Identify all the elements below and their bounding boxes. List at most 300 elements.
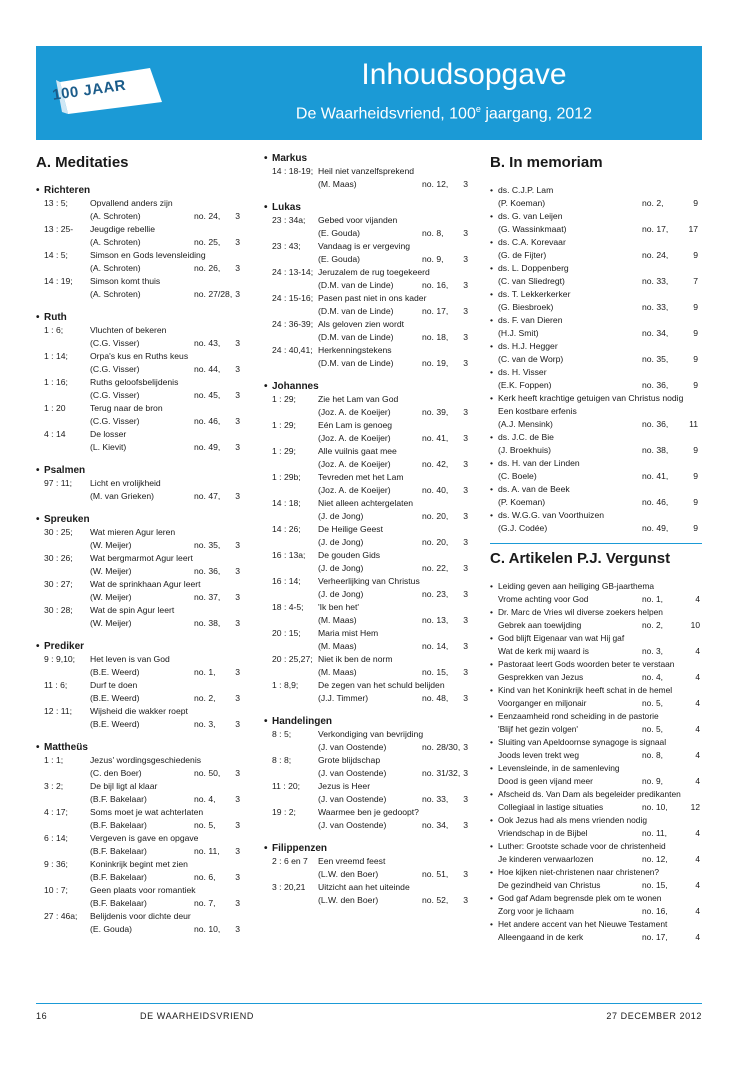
page-number: 3 [463, 511, 468, 521]
meditation-title: De bijl ligt al klaar [90, 781, 158, 791]
bible-reference: 30 : 27; [44, 579, 73, 589]
issue-number: no. 12, [422, 179, 449, 189]
author-name: (A. Schroten) [90, 211, 141, 221]
memoriam-name: • ds. L. Doppenberg [498, 262, 569, 275]
bible-reference: 16 : 13a; [272, 550, 306, 560]
page-number: 3 [463, 358, 468, 368]
bible-reference: 13 : 5; [44, 198, 68, 208]
page-number: 4 [695, 880, 700, 890]
meditation-entry [36, 832, 248, 858]
issue-number: no. 47, [194, 491, 221, 501]
page-number: 3 [463, 306, 468, 316]
meditation-entry [36, 223, 248, 249]
meditation-entry [36, 552, 248, 578]
author-name: (C.G. Visser) [90, 364, 140, 374]
bible-reference: 20 : 15; [272, 628, 301, 638]
issue-number: no. 46, [642, 497, 669, 507]
page-number: 3 [235, 540, 240, 550]
author-name: (Joz. A. de Koeijer) [318, 407, 391, 417]
author-name: (G.J. Codée) [498, 523, 548, 533]
page-number: 3 [463, 768, 468, 778]
meditation-title: Pasen past niet in ons kader [318, 293, 427, 303]
page-number: 3 [235, 618, 240, 628]
page-number: 3 [235, 768, 240, 778]
meditation-entry [36, 679, 248, 705]
issue-number: no. 3, [194, 719, 216, 729]
meditation-entry [264, 318, 476, 344]
book-group [36, 513, 248, 630]
issue-number: no. 50, [194, 768, 221, 778]
issue-number: no. 3, [642, 646, 663, 656]
meditation-title: Grote blijdschap [318, 755, 381, 765]
bible-reference: 1 : 1; [44, 755, 64, 765]
issue-number: no. 16, [642, 906, 668, 916]
issue-number: no. 25, [194, 237, 221, 247]
bible-reference: 30 : 25; [44, 527, 73, 537]
meditation-title: Vluchten of bekeren [90, 325, 167, 335]
page-number: 9 [693, 497, 698, 507]
page-number: 4 [695, 776, 700, 786]
meditation-entry [264, 601, 476, 627]
issue-number: no. 16, [422, 280, 449, 290]
author-name: (B.F. Bakelaar) [90, 820, 147, 830]
issue-number: no. 4, [642, 672, 663, 682]
author-name: (G. Wassinkmaat) [498, 224, 567, 234]
meditation-entry [36, 884, 248, 910]
page-number: 3 [463, 179, 468, 189]
author-name: (A. Schroten) [90, 237, 141, 247]
issue-number: no. 34, [642, 328, 669, 338]
memoriam-name: • Kerk heeft krachtige getuigen van Christus nodig [498, 392, 683, 405]
page-number: 3 [235, 416, 240, 426]
article-title: • God blijft Eigenaar van wat Hij gaf [498, 632, 624, 645]
meditation-entry [264, 344, 476, 370]
issue-number: no. 17, [422, 306, 449, 316]
bible-reference: 14 : 26; [272, 524, 301, 534]
author-name: (J. van Oostende) [318, 768, 387, 778]
issue-number: no. 10, [194, 924, 221, 934]
article-entry [490, 866, 702, 892]
memoriam-entry [490, 314, 702, 340]
issue-number: no. 34, [422, 820, 449, 830]
bible-reference: 14 : 5; [44, 250, 68, 260]
book-name: • Mattheüs [36, 741, 248, 754]
author-name: (M. van Grieken) [90, 491, 154, 501]
issue-number: no. 17, [642, 932, 668, 942]
issue-number: no. 2, [642, 198, 664, 208]
author-name: (G. Biesbroek) [498, 302, 554, 312]
book-name: • Ruth [36, 311, 248, 324]
bible-reference: 6 : 14; [44, 833, 68, 843]
meditation-entry [36, 402, 248, 428]
author-name: (P. Koeman) [498, 497, 546, 507]
book-group [264, 715, 476, 832]
page-number: 3 [235, 667, 240, 677]
issue-number: no. 11, [642, 828, 667, 838]
meditation-title: Jezus is Heer [318, 781, 371, 791]
issue-number: no. 37, [194, 592, 221, 602]
page-number: 3 [463, 407, 468, 417]
bible-reference: 1 : 6; [44, 325, 64, 335]
memoriam-name: • ds. H. van der Linden [498, 457, 580, 470]
author-name: (H.J. Smit) [498, 328, 539, 338]
page-number: 3 [235, 924, 240, 934]
memoriam-entry [490, 340, 702, 366]
memoriam-name: • ds. C.J.P. Lam [498, 184, 553, 197]
page-number: 3 [235, 846, 240, 856]
page-number: 3 [235, 566, 240, 576]
book-name: • Richteren [36, 184, 248, 197]
issue-number: no. 46, [194, 416, 221, 426]
meditation-title: Verheerlijking van Christus [318, 576, 420, 586]
meditation-entry [36, 526, 248, 552]
issue-number: no. 13, [422, 615, 449, 625]
author-name: (Joz. A. de Koeijer) [318, 433, 391, 443]
memoriam-name: • ds. W.G.G. van Voorthuizen [498, 509, 604, 522]
meditation-entry [264, 523, 476, 549]
author-name: (G. de Fijter) [498, 250, 547, 260]
meditation-entry [36, 910, 248, 936]
author-name: (L.W. den Boer) [318, 869, 379, 879]
issue-number: no. 5, [642, 698, 663, 708]
article-title: • Ook Jezus had als mens vrienden nodig [498, 814, 647, 827]
issue-number: no. 2, [194, 693, 216, 703]
issue-number: no. 28/30, [422, 742, 461, 752]
meditation-entry [264, 855, 476, 881]
article-entry [490, 840, 702, 866]
page-number: 9 [693, 354, 698, 364]
bible-reference: 1 : 29; [272, 394, 296, 404]
memoriam-name: • ds. T. Lekkerkerker [498, 288, 570, 301]
page-number: 12 [690, 802, 700, 812]
issue-number: no. 39, [422, 407, 449, 417]
meditation-title: Wijsheid die wakker roept [90, 706, 188, 716]
memoriam-entry [490, 483, 702, 509]
author-name: (D.M. van de Linde) [318, 280, 394, 290]
meditation-entry [36, 604, 248, 630]
bible-reference: 24 : 13-14; [272, 267, 314, 277]
article-entry [490, 684, 702, 710]
meditation-entry [264, 165, 476, 191]
article-title: • Het andere accent van het Nieuwe Testament [498, 918, 667, 931]
page-number: 3 [235, 898, 240, 908]
bible-reference: 11 : 6; [44, 680, 68, 690]
page-number: 9 [693, 471, 698, 481]
page-number: 3 [463, 641, 468, 651]
page-number: 3 [235, 263, 240, 273]
author-name: (P. Koeman) [498, 198, 546, 208]
issue-number: no. 5, [642, 724, 663, 734]
meditation-title: De zegen van het schuld belijden [318, 680, 445, 690]
page-number: 3 [235, 364, 240, 374]
issue-number: no. 8, [422, 228, 444, 238]
meditation-entry [36, 350, 248, 376]
issue-number: no. 5, [194, 820, 216, 830]
bible-reference: 8 : 8; [272, 755, 292, 765]
issue-number: no. 52, [422, 895, 449, 905]
article-subtitle: Vriendschap in de Bijbel [498, 828, 588, 838]
meditation-entry [264, 679, 476, 705]
issue-number: no. 51, [422, 869, 449, 879]
author-name: (D.M. van de Linde) [318, 306, 394, 316]
memoriam-entry [490, 184, 702, 210]
issue-number: no. 43, [194, 338, 221, 348]
column-meditaties-2 [264, 152, 476, 917]
page-number: 3 [235, 794, 240, 804]
author-name: (M. Maas) [318, 615, 357, 625]
bible-reference: 1 : 14; [44, 351, 68, 361]
issue-number: no. 31/32, [422, 768, 461, 778]
book-group [264, 201, 476, 370]
issue-number: no. 7, [194, 898, 216, 908]
bible-reference: 14 : 19; [44, 276, 73, 286]
page-number: 9 [693, 380, 698, 390]
memoriam-name: • ds. C.A. Korevaar [498, 236, 566, 249]
issue-number: no. 42, [422, 459, 449, 469]
logo-text: 100 JAAR [51, 76, 127, 104]
bible-reference: 14 : 18-19; [272, 166, 314, 176]
author-name: (C. Boele) [498, 471, 537, 481]
book-group [36, 640, 248, 731]
author-name: (B.F. Bakelaar) [90, 872, 147, 882]
author-name: (J. van Oostende) [318, 742, 387, 752]
book-name: • Handelingen [264, 715, 476, 728]
issue-number: no. 24, [194, 211, 221, 221]
bible-reference: 20 : 25,27; [272, 654, 313, 664]
article-subtitle: Voorganger en miljonair [498, 698, 587, 708]
page-number: 4 [695, 828, 700, 838]
meditation-entry [264, 497, 476, 523]
bible-reference: 13 : 25- [44, 224, 74, 234]
bible-reference: 24 : 15-16; [272, 293, 314, 303]
book-group [36, 184, 248, 301]
meditation-entry [264, 393, 476, 419]
page-number: 3 [463, 820, 468, 830]
bible-reference: 1 : 8,9; [272, 680, 299, 690]
page-number: 3 [463, 869, 468, 879]
meditation-title: Soms moet je wat achterlaten [90, 807, 204, 817]
memoriam-name: • ds. A. van de Beek [498, 483, 570, 496]
page-number: 3 [463, 742, 468, 752]
author-name: (J.J. Timmer) [318, 693, 369, 703]
meditation-title: Als geloven zien wordt [318, 319, 404, 329]
page-number: 4 [695, 594, 700, 604]
issue-number: no. 40, [422, 485, 449, 495]
article-subtitle: Alleengaand in de kerk [498, 932, 584, 942]
author-name: (C. van de Worp) [498, 354, 564, 364]
page-number: 9 [693, 302, 698, 312]
article-subtitle: Je kinderen verwaarlozen [498, 854, 594, 864]
meditation-entry [264, 292, 476, 318]
issue-number: no. 11, [194, 846, 220, 856]
meditation-entry [264, 627, 476, 653]
bible-reference: 8 : 5; [272, 729, 292, 739]
meditation-entry [264, 549, 476, 575]
bible-reference: 27 : 46a; [44, 911, 78, 921]
article-subtitle: Gebrek aan toewijding [498, 620, 582, 630]
issue-number: no. 2, [642, 620, 663, 630]
meditation-entry [36, 806, 248, 832]
bible-reference: 2 : 6 en 7 [272, 856, 308, 866]
author-name: (B.E. Weerd) [90, 693, 140, 703]
meditation-entry [36, 197, 248, 223]
memoriam-entry [490, 431, 702, 457]
article-entry [490, 606, 702, 632]
page-number: 3 [235, 693, 240, 703]
page-number: 3 [463, 280, 468, 290]
page-number: 10 [690, 620, 700, 630]
issue-number: no. 4, [194, 794, 216, 804]
bible-reference: 9 : 9,10; [44, 654, 76, 664]
meditation-entry [36, 653, 248, 679]
book-group [264, 380, 476, 705]
issue-number: no. 10, [642, 802, 668, 812]
article-title: • Sluiting van Apeldoornse synagoge is signaal [498, 736, 666, 749]
article-title: • Pastoraat leert Gods woorden beter te verstaan [498, 658, 674, 671]
page-subtitle: De Waarheidsvriend, 100e jaargang, 2012 [295, 104, 593, 123]
issue-number: no. 41, [642, 471, 669, 481]
author-name: (A. Schroten) [90, 289, 141, 299]
issue-number: no. 36, [642, 380, 669, 390]
author-name: (L.W. den Boer) [318, 895, 379, 905]
issue-number: no. 27/28, [194, 289, 233, 299]
issue-number: no. 45, [194, 390, 221, 400]
bible-reference: 23 : 34a; [272, 215, 306, 225]
issue-number: no. 35, [194, 540, 221, 550]
issue-number: no. 33, [642, 276, 669, 286]
meditation-title: 'Ik ben het' [318, 602, 360, 612]
page-number: 3 [463, 615, 468, 625]
meditation-title: Belijdenis voor dichte deur [90, 911, 191, 921]
author-name: (E.K. Foppen) [498, 380, 552, 390]
article-entry [490, 632, 702, 658]
bible-reference: 30 : 26; [44, 553, 73, 563]
issue-number: no. 33, [422, 794, 449, 804]
article-title: • Hoe kijken niet-christenen naar christenen? [498, 866, 659, 879]
meditation-title: Licht en vrolijkheid [90, 478, 161, 488]
article-entry [490, 788, 702, 814]
issue-number: no. 15, [422, 667, 449, 677]
author-name: (M. Maas) [318, 179, 357, 189]
bible-reference: 11 : 20; [272, 781, 301, 791]
issue-number: no. 38, [194, 618, 221, 628]
author-name: (B.E. Weerd) [90, 667, 140, 677]
page-number: 17 [688, 224, 698, 234]
bible-reference: 1 : 16; [44, 377, 68, 387]
page-number: 3 [463, 563, 468, 573]
meditation-title: Jeruzalem de rug toegekeerd [318, 267, 430, 277]
page-number: 3 [463, 895, 468, 905]
memoriam-entry [490, 288, 702, 314]
article-title: • Luther: Grootste schade voor de christenheid [498, 840, 666, 853]
article-title: • Kind van het Koninkrijk heeft schat in de hemel [498, 684, 672, 697]
bible-reference: 4 : 17; [44, 807, 68, 817]
bible-reference: 24 : 40,41; [272, 345, 313, 355]
page-number: 3 [463, 537, 468, 547]
issue-number: no. 24, [642, 250, 669, 260]
page-number: 4 [695, 646, 700, 656]
author-name: (W. Meijer) [90, 592, 132, 602]
meditation-title: Wat bergmarmot Agur leert [90, 553, 193, 563]
article-entry [490, 710, 702, 736]
issue-number: no. 1, [642, 594, 663, 604]
page-number: 3 [235, 719, 240, 729]
bible-reference: 18 : 4-5; [272, 602, 304, 612]
meditation-entry [264, 780, 476, 806]
meditation-title: Herkenningstekens [318, 345, 392, 355]
meditation-title: Eén Lam is genoeg [318, 420, 393, 430]
author-name: (D.M. van de Linde) [318, 358, 394, 368]
memoriam-subtitle: Een kostbare erfenis [498, 406, 577, 416]
memoriam-entry [490, 210, 702, 236]
issue-number: no. 44, [194, 364, 221, 374]
issue-number: no. 15, [642, 880, 668, 890]
meditation-title: Ruths geloofsbelijdenis [90, 377, 179, 387]
bible-reference: 1 : 29; [272, 446, 296, 456]
issue-number: no. 14, [422, 641, 449, 651]
author-name: (J. de Jong) [318, 511, 364, 521]
issue-number: no. 18, [422, 332, 449, 342]
meditation-entry [36, 858, 248, 884]
meditation-entry [36, 376, 248, 402]
book-group [36, 464, 248, 503]
bible-reference: 3 : 20,21 [272, 882, 306, 892]
author-name: (M. Maas) [318, 641, 357, 651]
bible-reference: 1 : 29; [272, 420, 296, 430]
page-number: 11 [689, 419, 698, 429]
book-name: • Lukas [264, 201, 476, 214]
meditation-title: Tevreden met het Lam [318, 472, 404, 482]
page-number: 3 [463, 794, 468, 804]
memoriam-entry [490, 457, 702, 483]
bible-reference: 3 : 2; [44, 781, 64, 791]
article-subtitle: 'Blijf het gezin volgen' [498, 724, 579, 734]
meditation-title: De losser [90, 429, 127, 439]
bible-reference: 30 : 28; [44, 605, 73, 615]
meditation-title: Opvallend anders zijn [90, 198, 173, 208]
issue-number: no. 49, [642, 523, 669, 533]
page-number: 9 [693, 198, 698, 208]
book-name: • Johannes [264, 380, 476, 393]
page-number: 3 [235, 592, 240, 602]
author-name: (W. Meijer) [90, 566, 132, 576]
meditation-title: Heil niet vanzelfsprekend [318, 166, 415, 176]
book-name: • Filippenzen [264, 842, 476, 855]
page-number: 9 [693, 250, 698, 260]
article-entry [490, 892, 702, 918]
author-name: (J. van Oostende) [318, 820, 387, 830]
article-title: • Afscheid ds. Van Dam als begeleider predikanten [498, 788, 681, 801]
book-name: • Psalmen [36, 464, 248, 477]
page-number: 3 [463, 589, 468, 599]
meditation-title: Terug naar de bron [90, 403, 163, 413]
author-name: (C. den Boer) [90, 768, 142, 778]
page-number: 3 [463, 667, 468, 677]
page-number: 3 [463, 332, 468, 342]
page-number: 3 [235, 491, 240, 501]
section-heading-a: A. Meditaties [36, 154, 129, 171]
issue-number: no. 23, [422, 589, 449, 599]
author-name: (Joz. A. de Koeijer) [318, 485, 391, 495]
meditation-title: Koninkrijk begint met zien [90, 859, 188, 869]
author-name: (J. de Jong) [318, 563, 364, 573]
bible-reference: 9 : 36; [44, 859, 68, 869]
page-number: 3 [235, 442, 240, 452]
meditation-entry [264, 445, 476, 471]
bible-reference: 4 : 14 [44, 429, 66, 439]
meditation-entry [36, 428, 248, 454]
meditation-entry [36, 754, 248, 780]
